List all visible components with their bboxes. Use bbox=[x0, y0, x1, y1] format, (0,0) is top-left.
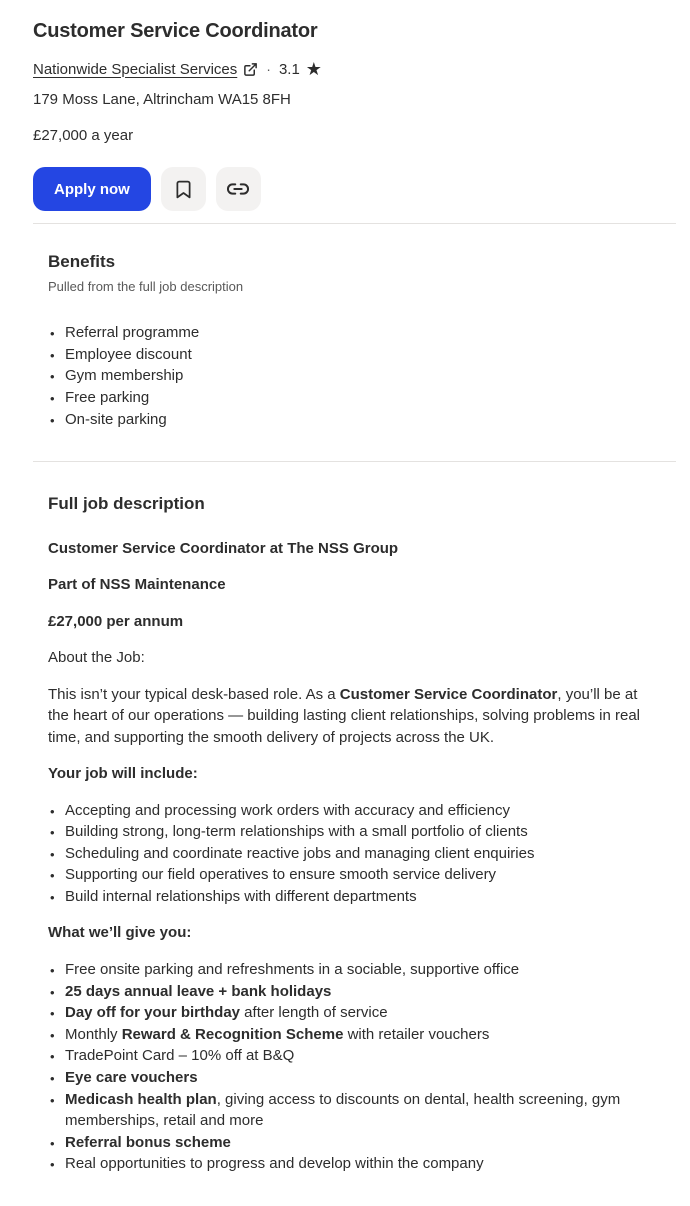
jd-list-item: • Referral bonus scheme bbox=[48, 1132, 652, 1154]
benefits-list bbox=[48, 322, 652, 431]
bookmark-icon bbox=[173, 179, 194, 200]
apply-now-button[interactable]: Apply now bbox=[33, 167, 151, 211]
benefits-heading: Benefits bbox=[48, 252, 116, 271]
copy-link-button[interactable] bbox=[216, 167, 261, 211]
job-description-body bbox=[48, 538, 652, 1175]
company-line bbox=[33, 60, 652, 78]
job-header bbox=[0, 0, 690, 211]
jd-list-item: • Monthly Reward & Recognition Scheme with retailer vouchers bbox=[48, 1024, 652, 1046]
benefit-item: • On-site parking bbox=[48, 409, 652, 431]
jd-list-item: • Build internal relationships with different departments bbox=[48, 886, 652, 908]
jd-list-item: • Free onsite parking and refreshments in a sociable, supportive office bbox=[48, 959, 652, 981]
separator-dot: · bbox=[266, 61, 271, 77]
jd-list bbox=[48, 800, 652, 908]
external-link-icon bbox=[243, 62, 258, 77]
job-location: 179 Moss Lane, Altrincham WA15 8FH bbox=[33, 91, 291, 108]
jd-list-item: • Real opportunities to progress and develop within the company bbox=[48, 1153, 652, 1175]
jd-paragraph: Your job will include: bbox=[48, 765, 198, 783]
jd-paragraph: About the Job: bbox=[48, 649, 145, 667]
benefit-item: • Free parking bbox=[48, 387, 652, 409]
benefit-item: • Referral programme bbox=[48, 322, 652, 344]
jd-paragraph: £27,000 per annum bbox=[48, 612, 184, 630]
benefits-subheading: Pulled from the full job description bbox=[48, 279, 244, 294]
jd-paragraph: Part of NSS Maintenance bbox=[48, 576, 226, 594]
company-link[interactable] bbox=[33, 61, 258, 78]
company-rating: 3.1 bbox=[278, 60, 300, 78]
action-buttons bbox=[33, 167, 652, 211]
jd-paragraph: Customer Service Coordinator at The NSS Group bbox=[48, 539, 399, 557]
jd-list-item: • Eye care vouchers bbox=[48, 1067, 652, 1089]
jd-list-item: • Accepting and processing work orders with accuracy and efficiency bbox=[48, 800, 652, 822]
jd-list-item: • Day off for your birthday after length of service bbox=[48, 1002, 652, 1024]
job-salary: £27,000 a year bbox=[33, 127, 134, 144]
job-description-heading: Full job description bbox=[48, 493, 205, 513]
job-title: Customer Service Coordinator bbox=[33, 20, 318, 42]
jd-list-item: • TradePoint Card – 10% off at B&Q bbox=[48, 1045, 652, 1067]
full-job-description-section bbox=[0, 462, 690, 1206]
jd-list-item: • Supporting our field operatives to ensure smooth service delivery bbox=[48, 864, 652, 886]
jd-list-item: • Scheduling and coordinate reactive jobs and managing client enquiries bbox=[48, 843, 652, 865]
company-name: Nationwide Specialist Services bbox=[33, 60, 238, 78]
benefit-item: • Gym membership bbox=[48, 365, 652, 387]
save-job-button[interactable] bbox=[161, 167, 206, 211]
jd-list-item: • 25 days annual leave + bank holidays bbox=[48, 981, 652, 1003]
jd-paragraph: What we’ll give you: bbox=[48, 924, 192, 942]
link-icon bbox=[227, 178, 249, 200]
jd-list-item: • Medicash health plan, giving access to discounts on dental, health screening, gym memberships, retail and more bbox=[48, 1089, 652, 1132]
jd-list-item: • Building strong, long-term relationships with a small portfolio of clients bbox=[48, 821, 652, 843]
jd-paragraph: This isn’t your typical desk-based role. As a Customer Service Coordinator, you’ll be at the heart of our operations — building lasting client relationships, solving problems in real time, and supporting the smooth delivery of projects across the UK. bbox=[48, 685, 640, 746]
star-icon: ★ bbox=[305, 59, 322, 79]
benefits-section bbox=[0, 224, 690, 461]
jd-list bbox=[48, 959, 652, 1175]
benefit-item: • Employee discount bbox=[48, 344, 652, 366]
